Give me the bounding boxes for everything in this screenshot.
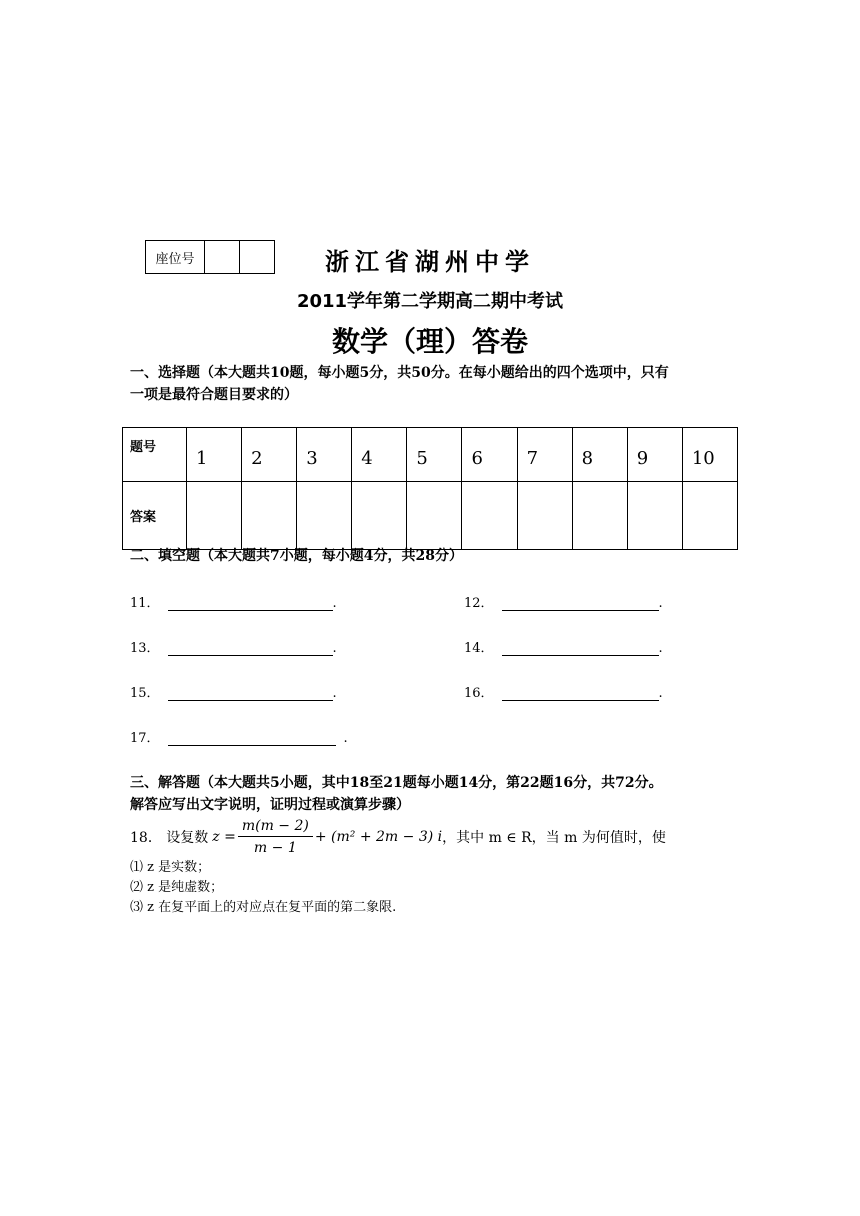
answer-line[interactable] (168, 731, 336, 746)
section2-heading: 二、填空题（本大题共7小题，每小题4分，共28分） (130, 548, 463, 564)
question-number-cell: 2 (242, 428, 297, 482)
answer-cell[interactable] (462, 482, 517, 550)
exam-title: 2011学年第二学期高二期中考试 (296, 291, 564, 312)
question-18-sub1: ⑴ z 是实数； (130, 860, 211, 875)
fill-blank-label: 14． (464, 641, 494, 656)
answer-cell[interactable] (187, 482, 242, 550)
answer-line[interactable] (168, 596, 333, 611)
section3-heading-line2: 解答应写出文字说明，证明过程或演算步骤） (130, 797, 410, 813)
question-number-header: 题号 (123, 428, 187, 482)
section3-heading-line1: 三、解答题（本大题共5小题，其中18至21题每小题14分，第22题16分，共72分。 (130, 775, 663, 791)
answer-cell[interactable] (572, 482, 627, 550)
fill-blank-label: 15． (130, 686, 160, 701)
question-18 (130, 818, 666, 856)
fill-blank-16 (464, 682, 663, 701)
fill-blank-end: . (658, 641, 663, 656)
fill-blank-end: . (343, 731, 348, 746)
answer-header: 答案 (123, 482, 187, 550)
question-number-cell: 6 (462, 428, 517, 482)
answer-cell[interactable] (242, 482, 297, 550)
answer-line[interactable] (168, 686, 333, 701)
fill-blank-13 (130, 637, 337, 656)
answer-cell[interactable] (627, 482, 682, 550)
question-number-cell: 10 (682, 428, 737, 482)
fill-blank-17 (130, 727, 348, 746)
fill-blank-12 (464, 592, 663, 611)
question-18-imag-part: + (m² + 2m − 3) i (314, 829, 443, 845)
question-number-cell: 8 (572, 428, 627, 482)
question-18-z-eq: z = (212, 829, 236, 845)
fill-blank-end: . (332, 596, 337, 611)
fill-blank-11 (130, 592, 337, 611)
fill-blank-label: 16． (464, 686, 494, 701)
answer-cell[interactable] (297, 482, 352, 550)
fill-blank-end: . (332, 641, 337, 656)
fill-blank-label: 11． (130, 596, 160, 611)
paper-title: 数学（理）答卷 (331, 325, 528, 358)
fill-blank-end: . (658, 686, 663, 701)
section3-heading (130, 772, 740, 816)
answer-table (122, 427, 738, 550)
fraction-denominator: m − 1 (253, 840, 297, 856)
answer-cell[interactable] (517, 482, 572, 550)
question-number-row (123, 428, 738, 482)
answer-cell[interactable] (352, 482, 407, 550)
question-number-cell: 9 (627, 428, 682, 482)
answer-cell[interactable] (682, 482, 737, 550)
fill-blank-label: 12． (464, 596, 494, 611)
fill-blank-label: 17． (130, 731, 160, 746)
question-number-cell: 7 (517, 428, 572, 482)
section1-heading (130, 362, 740, 406)
question-18-prefix: 18． 设复数 (130, 830, 209, 846)
question-number-cell: 3 (297, 428, 352, 482)
question-18-sub2: ⑵ z 是纯虚数； (130, 880, 224, 895)
fill-blank-15 (130, 682, 337, 701)
question-number-cell: 5 (407, 428, 462, 482)
fill-blank-label: 13． (130, 641, 160, 656)
question-18-suffix: ，其中 m ∈ R，当 m 为何值时，使 (442, 830, 666, 846)
answer-line[interactable] (502, 596, 659, 611)
school-name: 浙江省湖州中学 (325, 248, 535, 276)
question-number-cell: 4 (352, 428, 407, 482)
answer-line[interactable] (502, 641, 659, 656)
fraction-numerator: m(m − 2) (238, 818, 313, 837)
fill-blank-end: . (658, 596, 663, 611)
fill-blank-end: . (332, 686, 337, 701)
answer-row (123, 482, 738, 550)
question-18-fraction (238, 818, 313, 856)
section1-heading-line2: 一项是最符合题目要求的） (130, 387, 298, 403)
question-number-cell: 1 (187, 428, 242, 482)
answer-line[interactable] (168, 641, 333, 656)
answer-cell[interactable] (407, 482, 462, 550)
answer-line[interactable] (502, 686, 659, 701)
seat-number-label: 座位号 (146, 241, 205, 273)
fill-blank-14 (464, 637, 663, 656)
section1-heading-line1: 一、选择题（本大题共10题，每小题5分，共50分。在每小题给出的四个选项中，只有 (130, 365, 669, 381)
question-18-sub3: ⑶ z 在复平面上的对应点在复平面的第二象限. (130, 900, 397, 915)
